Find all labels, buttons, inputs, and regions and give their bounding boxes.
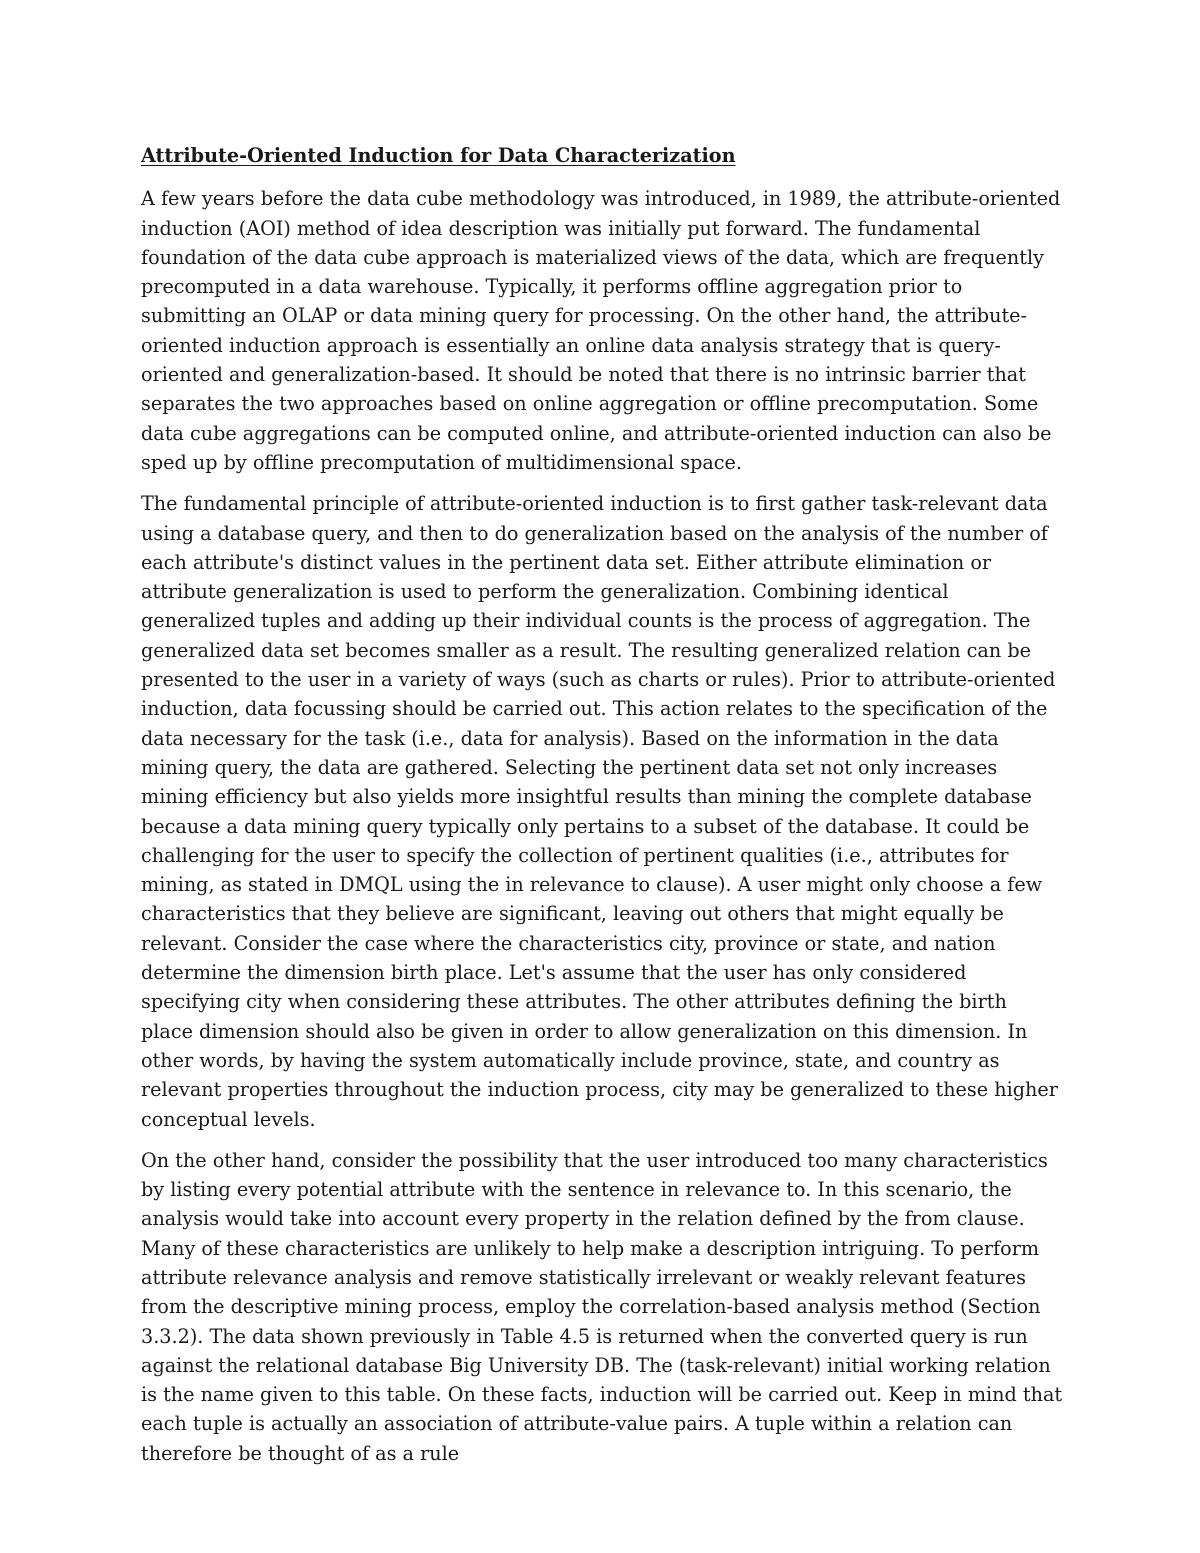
document-body <box>141 141 1063 1480</box>
paragraph-1: A few years before the data cube methodology was introduced, in 1989, the attribute-oriented induction (AOI) method of idea description was initially put forward. The fundamental foundation of the data cube approach is materialized views of the data, which are frequently precomputed in a data warehouse. Typically, it performs offline aggregation prior to submitting an OLAP or data mining query for processing. On the other hand, the attribute-oriented induction approach is essentially an online data analysis strategy that is query-oriented and generalization-based. It should be noted that there is no intrinsic barrier that separates the two approaches based on online aggregation or offline precomputation. Some data cube aggregations can be computed online, and attribute-oriented induction can also be sped up by offline precomputation of multidimensional space. <box>141 187 1061 474</box>
paragraph-2: The fundamental principle of attribute-oriented induction is to first gather task-relevant data using a database query, and then to do generalization based on the analysis of the number of each attribute's distinct values in the pertinent data set. Either attribute elimination or attribute generalization is used to perform the generalization. Combining identical generalized tuples and adding up their individual counts is the process of aggregation. The generalized data set becomes smaller as a result. The resulting generalized relation can be presented to the user in a variety of ways (such as charts or rules). Prior to attribute-oriented induction, data focussing should be carried out. This action relates to the specification of the data necessary for the task (i.e., data for analysis). Based on the information in the data mining query, the data are gathered. Selecting the pertinent data set not only increases mining efficiency but also yields more insightful results than mining the complete database because a data mining query typically only pertains to a subset of the database. It could be challenging for the user to specify the collection of pertinent qualities (i.e., attributes for mining, as stated in DMQL using the in relevance to clause). A user might only choose a few characteristics that they believe are significant, leaving out others that might equally be relevant. Consider the case where the characteristics city, province or state, and nation determine the dimension birth place. Let's assume that the user has only considered specifying city when considering these attributes. The other attributes defining the birth place dimension should also be given in order to allow generalization on this dimension. In other words, by having the system automatically include province, state, and country as relevant properties throughout the induction process, city may be generalized to these higher conceptual levels. <box>141 492 1058 1131</box>
document-title: Attribute-Oriented Induction for Data Characterization <box>141 144 736 167</box>
paragraph-3: On the other hand, consider the possibility that the user introduced too many characteristics by listing every potential attribute with the sentence in relevance to. In this scenario, the analysis would take into account every property in the relation defined by the from clause. Many of these characteristics are unlikely to help make a description intriguing. To perform attribute relevance analysis and remove statistically irrelevant or weakly relevant features from the descriptive mining process, employ the correlation-based analysis method (Section 3.3.2). The data shown previously in Table 4.5 is returned when the converted query is run against the relational database Big University DB. The (task-relevant) initial working relation is the name given to this table. On these facts, induction will be carried out. Keep in mind that each tuple is actually an association of attribute-value pairs. A tuple within a relation can therefore be thought of as a rule <box>141 1148 1063 1465</box>
